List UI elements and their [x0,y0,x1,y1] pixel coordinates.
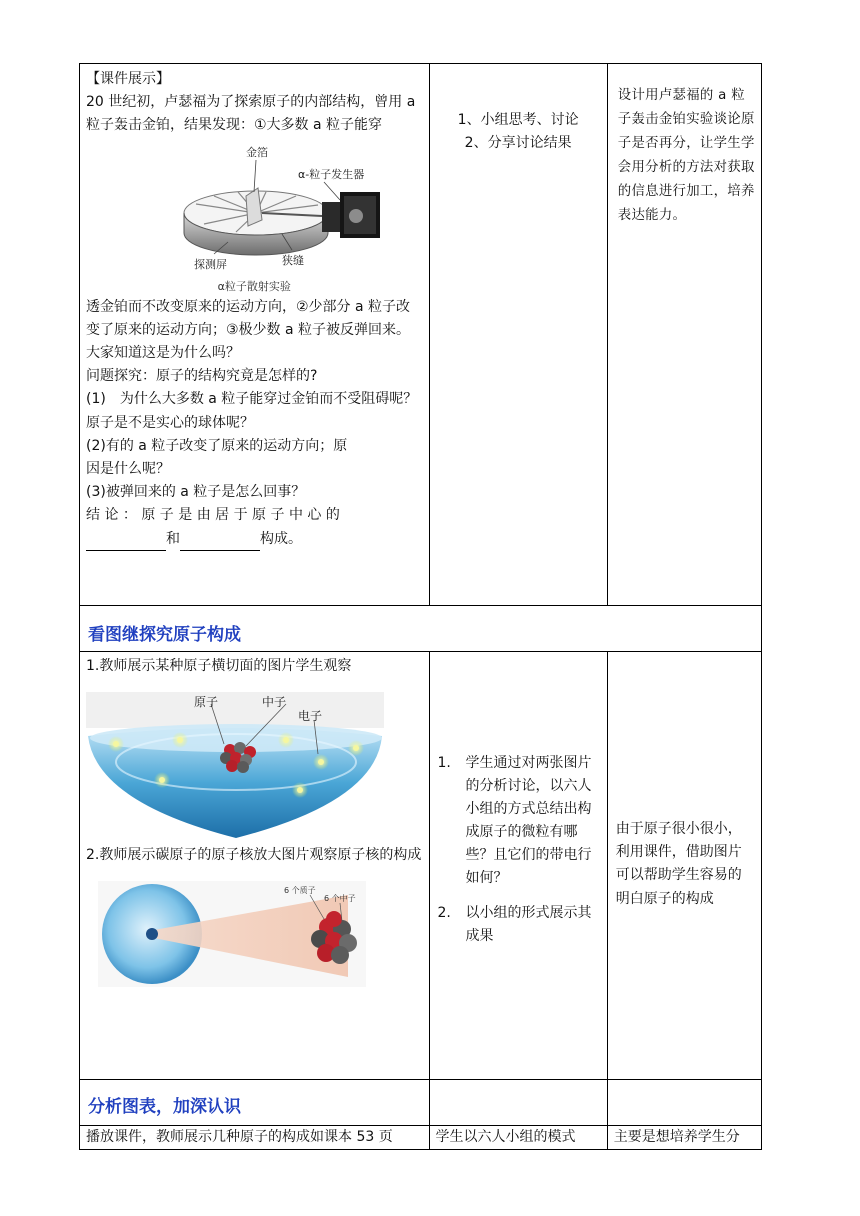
table-row [80,1080,762,1126]
student-activity-cell [429,64,607,606]
label-emitter: α-粒子发生器 [298,167,365,181]
answer-blank-2[interactable] [180,536,260,551]
row3-teacher-text: 播放课件，教师展示几种原子的构成如课本 53 页 [86,1129,393,1145]
label-foil: 金箔 [246,145,268,159]
label-neutron: 中子 [262,695,287,710]
question-3: (3)被弹回来的 a 粒子是怎么回事？ [86,484,306,501]
student-activity-cell [429,652,607,1080]
lesson-plan-table [79,63,762,1150]
answer-blank-1[interactable] [86,536,166,551]
teacher-activity-cell [80,1126,430,1150]
section-header-cell [80,1080,430,1126]
question-1: (1) 为什么大多数 a 粒子能穿过金铂而不受阻碍呢？原子是不是实心的球体呢？ [86,391,418,431]
student-step-2: 2、分享讨论结果 [464,135,572,152]
label-protons: 6 个质子 [284,886,316,896]
student-steps-list [438,752,599,948]
conclusion-and: 和 [166,530,180,547]
teacher-activity-cell [80,652,430,1080]
row3-student-text: 学生以六人小组的模式 [435,1129,576,1145]
table-row [80,606,762,652]
design-intent-cell [607,1126,761,1150]
teacher-activity-cell [80,64,430,606]
atom-crosssection-image [86,692,384,840]
table-row [80,1126,762,1150]
list-item: 2. 以小组的形式展示其成果 [437,905,592,944]
conclusion-line: 结 论 ： 原 子 是 由 居 于 原 子 中 心 的 [86,507,340,524]
question-2b: 因是什么呢？ [86,461,170,478]
intro-text: 20 世纪初，卢瑟福为了探索原子的内部结构，曾用 a 粒子轰击金铂，结果发现：①大多数 a 粒子能穿 [86,94,416,134]
label-screen: 探测屏 [194,257,227,271]
table-row [80,652,762,1080]
item-1-text: 1.教师展示某种原子横切面的图片学生观察 [86,658,352,674]
alpha-scattering-apparatus-image [86,138,422,278]
section-title-analyze: 分析图表，加深认识 [88,1097,241,1117]
conclusion-blanks [86,528,423,551]
row3-intent-text: 主要是想培养学生分 [613,1129,740,1145]
design-intent-text: 由于原子很小很小，利用课件，借助图片可以帮助学生容易的明白原子的构成 [615,821,742,907]
carbon-nucleus-figure [80,867,429,987]
label-neutrons: 6 个中子 [324,894,356,904]
label-atom: 原子 [194,695,219,710]
list-item: 1. 学生通过对两张图片的分析讨论，以六人小组的方式总结出构成原子的微粒有哪些？且它们的带电行如何？ [437,755,592,886]
table-row [80,64,762,606]
section-title-explore: 看图继探究原子构成 [88,625,241,645]
label-electron: 电子 [298,709,323,724]
design-intent-cell [607,652,761,1080]
student-activity-cell [429,1126,607,1150]
carbon-nucleus-image [98,881,366,987]
continued-text: 透金铂而不改变原来的运动方向，②少部分 a 粒子改变了原来的运动方向；③极少数 a 粒子被反弹回来。大家知道这是为什么吗？ [86,298,411,362]
design-intent-cell [607,64,761,606]
rutherford-figure [80,138,429,294]
section-header-cell [80,606,762,652]
design-intent-text: 设计用卢瑟福的 a 粒子轰击金铂实验谈论原子是否再分，让学生学会用分析的方法对获取的信息进行加工，培养表达能力。 [617,88,755,223]
student-step-1: 1、小组思考、讨论 [457,112,579,128]
label-slit: 狭缝 [282,253,304,267]
question-2a: (2)有的 a 粒子改变了原来的运动方向；原 [86,437,348,454]
courseware-tag: 【课件展示】 [86,71,170,87]
question-title: 问题探究：原子的结构究竟是怎样的? [86,368,318,385]
item-2-text: 2.教师展示碳原子的原子核放大图片观察原子核的构成 [86,847,422,864]
figure-caption: α粒子散射实验 [217,279,291,293]
conclusion-end: 构成。 [260,530,302,547]
atom-crosssection-figure [80,678,429,840]
